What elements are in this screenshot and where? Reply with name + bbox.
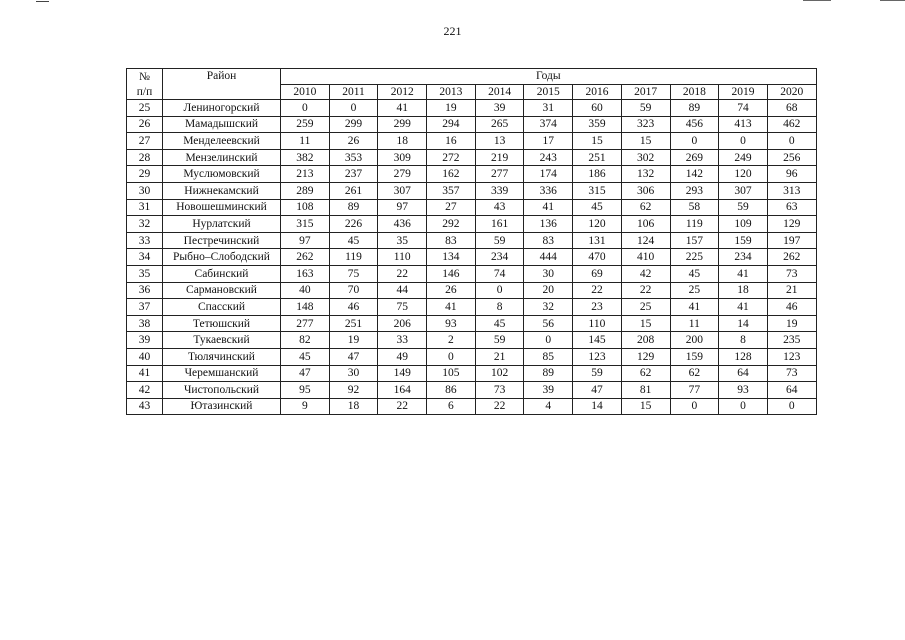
year-value: 307 bbox=[378, 182, 427, 199]
year-value: 289 bbox=[281, 182, 330, 199]
year-value: 75 bbox=[378, 299, 427, 316]
year-value: 353 bbox=[329, 149, 378, 166]
row-number: 41 bbox=[127, 365, 163, 382]
table-row bbox=[127, 265, 817, 282]
year-value: 89 bbox=[329, 199, 378, 216]
district-name: Тетюшский bbox=[163, 315, 281, 332]
year-value: 208 bbox=[621, 332, 670, 349]
year-value: 40 bbox=[281, 282, 330, 299]
header-year: 2017 bbox=[621, 84, 670, 100]
year-value: 299 bbox=[329, 116, 378, 133]
year-value: 35 bbox=[378, 232, 427, 249]
district-name: Тюлячинский bbox=[163, 348, 281, 365]
header-num-bottom: п/п bbox=[127, 84, 163, 100]
year-value: 262 bbox=[281, 249, 330, 266]
year-value: 4 bbox=[524, 398, 573, 415]
year-value: 0 bbox=[670, 133, 719, 150]
year-value: 64 bbox=[719, 365, 768, 382]
year-value: 0 bbox=[427, 348, 476, 365]
district-name: Лениногорский bbox=[163, 100, 281, 117]
year-value: 293 bbox=[670, 182, 719, 199]
year-value: 213 bbox=[281, 166, 330, 183]
year-value: 83 bbox=[427, 232, 476, 249]
year-value: 162 bbox=[427, 166, 476, 183]
table-row bbox=[127, 100, 817, 117]
year-value: 44 bbox=[378, 282, 427, 299]
year-value: 299 bbox=[378, 116, 427, 133]
table-row bbox=[127, 182, 817, 199]
year-value: 186 bbox=[573, 166, 622, 183]
year-value: 8 bbox=[719, 332, 768, 349]
year-value: 25 bbox=[670, 282, 719, 299]
year-value: 0 bbox=[281, 100, 330, 117]
year-value: 0 bbox=[329, 100, 378, 117]
year-value: 63 bbox=[767, 199, 816, 216]
year-value: 277 bbox=[475, 166, 524, 183]
year-value: 110 bbox=[378, 249, 427, 266]
year-value: 269 bbox=[670, 149, 719, 166]
year-value: 105 bbox=[427, 365, 476, 382]
header-year: 2013 bbox=[427, 84, 476, 100]
top-right-rule bbox=[880, 0, 905, 1]
row-number: 31 bbox=[127, 199, 163, 216]
year-value: 436 bbox=[378, 216, 427, 233]
table-row bbox=[127, 332, 817, 349]
district-name: Спасский bbox=[163, 299, 281, 316]
year-value: 132 bbox=[621, 166, 670, 183]
year-value: 97 bbox=[378, 199, 427, 216]
row-number: 34 bbox=[127, 249, 163, 266]
year-value: 46 bbox=[767, 299, 816, 316]
year-value: 374 bbox=[524, 116, 573, 133]
year-value: 164 bbox=[378, 382, 427, 399]
district-name: Новошешминский bbox=[163, 199, 281, 216]
district-name: Рыбно–Слободский bbox=[163, 249, 281, 266]
row-number: 40 bbox=[127, 348, 163, 365]
year-value: 259 bbox=[281, 116, 330, 133]
year-value: 128 bbox=[719, 348, 768, 365]
year-value: 85 bbox=[524, 348, 573, 365]
year-value: 109 bbox=[719, 216, 768, 233]
row-number: 42 bbox=[127, 382, 163, 399]
year-value: 74 bbox=[475, 265, 524, 282]
year-value: 161 bbox=[475, 216, 524, 233]
year-value: 159 bbox=[719, 232, 768, 249]
table-row bbox=[127, 249, 817, 266]
year-value: 13 bbox=[475, 133, 524, 150]
row-number: 30 bbox=[127, 182, 163, 199]
header-year: 2010 bbox=[281, 84, 330, 100]
year-value: 243 bbox=[524, 149, 573, 166]
district-name: Черемшанский bbox=[163, 365, 281, 382]
row-number: 43 bbox=[127, 398, 163, 415]
table-row bbox=[127, 166, 817, 183]
year-value: 62 bbox=[621, 365, 670, 382]
table-row bbox=[127, 199, 817, 216]
table-row bbox=[127, 299, 817, 316]
district-name: Ютазинский bbox=[163, 398, 281, 415]
year-value: 32 bbox=[524, 299, 573, 316]
year-value: 6 bbox=[427, 398, 476, 415]
year-value: 226 bbox=[329, 216, 378, 233]
district-years-table bbox=[126, 68, 817, 415]
year-value: 102 bbox=[475, 365, 524, 382]
district-name: Муслюмовский bbox=[163, 166, 281, 183]
year-value: 265 bbox=[475, 116, 524, 133]
year-value: 17 bbox=[524, 133, 573, 150]
district-name: Сармановский bbox=[163, 282, 281, 299]
year-value: 22 bbox=[475, 398, 524, 415]
year-value: 0 bbox=[719, 133, 768, 150]
year-value: 9 bbox=[281, 398, 330, 415]
year-value: 41 bbox=[427, 299, 476, 316]
year-value: 336 bbox=[524, 182, 573, 199]
year-value: 120 bbox=[719, 166, 768, 183]
year-value: 197 bbox=[767, 232, 816, 249]
year-value: 148 bbox=[281, 299, 330, 316]
year-value: 134 bbox=[427, 249, 476, 266]
year-value: 95 bbox=[281, 382, 330, 399]
year-value: 42 bbox=[621, 265, 670, 282]
year-value: 45 bbox=[329, 232, 378, 249]
year-value: 157 bbox=[670, 232, 719, 249]
table-row bbox=[127, 282, 817, 299]
year-value: 315 bbox=[573, 182, 622, 199]
year-value: 30 bbox=[524, 265, 573, 282]
table-row bbox=[127, 365, 817, 382]
row-number: 33 bbox=[127, 232, 163, 249]
header-year: 2015 bbox=[524, 84, 573, 100]
year-value: 45 bbox=[281, 348, 330, 365]
year-value: 292 bbox=[427, 216, 476, 233]
year-value: 315 bbox=[281, 216, 330, 233]
year-value: 47 bbox=[329, 348, 378, 365]
year-value: 73 bbox=[767, 265, 816, 282]
year-value: 206 bbox=[378, 315, 427, 332]
year-value: 470 bbox=[573, 249, 622, 266]
table-row bbox=[127, 216, 817, 233]
year-value: 145 bbox=[573, 332, 622, 349]
year-value: 39 bbox=[475, 100, 524, 117]
year-value: 413 bbox=[719, 116, 768, 133]
year-value: 279 bbox=[378, 166, 427, 183]
year-value: 0 bbox=[719, 398, 768, 415]
year-value: 22 bbox=[378, 265, 427, 282]
table-row bbox=[127, 116, 817, 133]
row-number: 35 bbox=[127, 265, 163, 282]
year-value: 2 bbox=[427, 332, 476, 349]
district-name: Тукаевский bbox=[163, 332, 281, 349]
year-value: 251 bbox=[329, 315, 378, 332]
year-value: 11 bbox=[670, 315, 719, 332]
year-value: 234 bbox=[475, 249, 524, 266]
header-year: 2014 bbox=[475, 84, 524, 100]
year-value: 45 bbox=[670, 265, 719, 282]
year-value: 43 bbox=[475, 199, 524, 216]
year-value: 106 bbox=[621, 216, 670, 233]
year-value: 23 bbox=[573, 299, 622, 316]
year-value: 20 bbox=[524, 282, 573, 299]
year-value: 159 bbox=[670, 348, 719, 365]
header-year: 2018 bbox=[670, 84, 719, 100]
year-value: 131 bbox=[573, 232, 622, 249]
year-value: 0 bbox=[524, 332, 573, 349]
year-value: 70 bbox=[329, 282, 378, 299]
year-value: 16 bbox=[427, 133, 476, 150]
year-value: 62 bbox=[670, 365, 719, 382]
year-value: 18 bbox=[378, 133, 427, 150]
year-value: 21 bbox=[767, 282, 816, 299]
table-row bbox=[127, 315, 817, 332]
year-value: 234 bbox=[719, 249, 768, 266]
year-value: 15 bbox=[573, 133, 622, 150]
header-year: 2020 bbox=[767, 84, 816, 100]
year-value: 136 bbox=[524, 216, 573, 233]
year-value: 15 bbox=[621, 315, 670, 332]
year-value: 41 bbox=[670, 299, 719, 316]
year-value: 49 bbox=[378, 348, 427, 365]
year-value: 124 bbox=[621, 232, 670, 249]
year-value: 68 bbox=[767, 100, 816, 117]
row-number: 28 bbox=[127, 149, 163, 166]
year-value: 41 bbox=[719, 265, 768, 282]
year-value: 39 bbox=[524, 382, 573, 399]
year-value: 256 bbox=[767, 149, 816, 166]
year-value: 93 bbox=[427, 315, 476, 332]
year-value: 262 bbox=[767, 249, 816, 266]
year-value: 96 bbox=[767, 166, 816, 183]
year-value: 26 bbox=[427, 282, 476, 299]
year-value: 73 bbox=[767, 365, 816, 382]
year-value: 86 bbox=[427, 382, 476, 399]
year-value: 74 bbox=[719, 100, 768, 117]
year-value: 69 bbox=[573, 265, 622, 282]
year-value: 410 bbox=[621, 249, 670, 266]
district-name: Чистопольский bbox=[163, 382, 281, 399]
table-row bbox=[127, 149, 817, 166]
year-value: 31 bbox=[524, 100, 573, 117]
year-value: 97 bbox=[281, 232, 330, 249]
row-number: 32 bbox=[127, 216, 163, 233]
year-value: 30 bbox=[329, 365, 378, 382]
year-value: 200 bbox=[670, 332, 719, 349]
year-value: 64 bbox=[767, 382, 816, 399]
year-value: 120 bbox=[573, 216, 622, 233]
year-value: 129 bbox=[767, 216, 816, 233]
district-name: Менделеевский bbox=[163, 133, 281, 150]
row-number: 36 bbox=[127, 282, 163, 299]
top-right-rule bbox=[803, 0, 831, 1]
year-value: 41 bbox=[378, 100, 427, 117]
year-value: 456 bbox=[670, 116, 719, 133]
year-value: 59 bbox=[475, 332, 524, 349]
year-value: 15 bbox=[621, 398, 670, 415]
row-number: 39 bbox=[127, 332, 163, 349]
district-name: Нурлатский bbox=[163, 216, 281, 233]
year-value: 22 bbox=[621, 282, 670, 299]
year-value: 33 bbox=[378, 332, 427, 349]
header-year: 2019 bbox=[719, 84, 768, 100]
year-value: 14 bbox=[719, 315, 768, 332]
top-left-rule bbox=[36, 1, 49, 2]
page-number: 221 bbox=[443, 24, 462, 38]
year-value: 123 bbox=[573, 348, 622, 365]
year-value: 45 bbox=[573, 199, 622, 216]
header-years-group: Годы bbox=[281, 69, 817, 85]
header-year: 2016 bbox=[573, 84, 622, 100]
year-value: 47 bbox=[281, 365, 330, 382]
row-number: 27 bbox=[127, 133, 163, 150]
year-value: 237 bbox=[329, 166, 378, 183]
year-value: 47 bbox=[573, 382, 622, 399]
year-value: 0 bbox=[767, 133, 816, 150]
year-value: 82 bbox=[281, 332, 330, 349]
row-number: 26 bbox=[127, 116, 163, 133]
header-year: 2011 bbox=[329, 84, 378, 100]
year-value: 89 bbox=[670, 100, 719, 117]
year-value: 60 bbox=[573, 100, 622, 117]
year-value: 108 bbox=[281, 199, 330, 216]
year-value: 19 bbox=[767, 315, 816, 332]
year-value: 59 bbox=[621, 100, 670, 117]
year-value: 25 bbox=[621, 299, 670, 316]
year-value: 249 bbox=[719, 149, 768, 166]
year-value: 309 bbox=[378, 149, 427, 166]
table-row bbox=[127, 398, 817, 415]
table-header bbox=[127, 69, 817, 100]
year-value: 129 bbox=[621, 348, 670, 365]
year-value: 21 bbox=[475, 348, 524, 365]
year-value: 59 bbox=[719, 199, 768, 216]
year-value: 18 bbox=[329, 398, 378, 415]
year-value: 93 bbox=[719, 382, 768, 399]
year-value: 382 bbox=[281, 149, 330, 166]
year-value: 77 bbox=[670, 382, 719, 399]
row-number: 38 bbox=[127, 315, 163, 332]
year-value: 45 bbox=[475, 315, 524, 332]
year-value: 56 bbox=[524, 315, 573, 332]
year-value: 59 bbox=[573, 365, 622, 382]
header-num-top: № bbox=[127, 69, 163, 85]
year-value: 225 bbox=[670, 249, 719, 266]
year-value: 41 bbox=[524, 199, 573, 216]
year-value: 0 bbox=[767, 398, 816, 415]
district-name: Пестречинский bbox=[163, 232, 281, 249]
year-value: 18 bbox=[719, 282, 768, 299]
district-name: Мензелинский bbox=[163, 149, 281, 166]
year-value: 15 bbox=[621, 133, 670, 150]
year-value: 306 bbox=[621, 182, 670, 199]
year-value: 219 bbox=[475, 149, 524, 166]
year-value: 357 bbox=[427, 182, 476, 199]
year-value: 92 bbox=[329, 382, 378, 399]
year-value: 307 bbox=[719, 182, 768, 199]
year-value: 323 bbox=[621, 116, 670, 133]
year-value: 46 bbox=[329, 299, 378, 316]
year-value: 59 bbox=[475, 232, 524, 249]
year-value: 142 bbox=[670, 166, 719, 183]
row-number: 37 bbox=[127, 299, 163, 316]
year-value: 19 bbox=[329, 332, 378, 349]
year-value: 119 bbox=[329, 249, 378, 266]
row-number: 29 bbox=[127, 166, 163, 183]
header-year: 2012 bbox=[378, 84, 427, 100]
year-value: 119 bbox=[670, 216, 719, 233]
table-row bbox=[127, 348, 817, 365]
year-value: 75 bbox=[329, 265, 378, 282]
table-body bbox=[127, 100, 817, 415]
year-value: 359 bbox=[573, 116, 622, 133]
year-value: 26 bbox=[329, 133, 378, 150]
district-name: Мамадышский bbox=[163, 116, 281, 133]
year-value: 27 bbox=[427, 199, 476, 216]
year-value: 149 bbox=[378, 365, 427, 382]
district-name: Нижнекамский bbox=[163, 182, 281, 199]
year-value: 83 bbox=[524, 232, 573, 249]
year-value: 89 bbox=[524, 365, 573, 382]
year-value: 277 bbox=[281, 315, 330, 332]
year-value: 14 bbox=[573, 398, 622, 415]
year-value: 73 bbox=[475, 382, 524, 399]
table-row bbox=[127, 232, 817, 249]
year-value: 462 bbox=[767, 116, 816, 133]
year-value: 19 bbox=[427, 100, 476, 117]
year-value: 58 bbox=[670, 199, 719, 216]
year-value: 62 bbox=[621, 199, 670, 216]
year-value: 313 bbox=[767, 182, 816, 199]
year-value: 110 bbox=[573, 315, 622, 332]
table-row bbox=[127, 382, 817, 399]
year-value: 0 bbox=[475, 282, 524, 299]
year-value: 235 bbox=[767, 332, 816, 349]
year-value: 146 bbox=[427, 265, 476, 282]
header-district: Район bbox=[163, 69, 281, 100]
row-number: 25 bbox=[127, 100, 163, 117]
year-value: 294 bbox=[427, 116, 476, 133]
district-name: Сабинский bbox=[163, 265, 281, 282]
table-row bbox=[127, 133, 817, 150]
year-value: 163 bbox=[281, 265, 330, 282]
year-value: 123 bbox=[767, 348, 816, 365]
year-value: 41 bbox=[719, 299, 768, 316]
year-value: 272 bbox=[427, 149, 476, 166]
year-value: 22 bbox=[378, 398, 427, 415]
year-value: 0 bbox=[670, 398, 719, 415]
year-value: 11 bbox=[281, 133, 330, 150]
year-value: 8 bbox=[475, 299, 524, 316]
year-value: 22 bbox=[573, 282, 622, 299]
year-value: 81 bbox=[621, 382, 670, 399]
year-value: 251 bbox=[573, 149, 622, 166]
year-value: 339 bbox=[475, 182, 524, 199]
year-value: 174 bbox=[524, 166, 573, 183]
year-value: 261 bbox=[329, 182, 378, 199]
year-value: 302 bbox=[621, 149, 670, 166]
year-value: 444 bbox=[524, 249, 573, 266]
